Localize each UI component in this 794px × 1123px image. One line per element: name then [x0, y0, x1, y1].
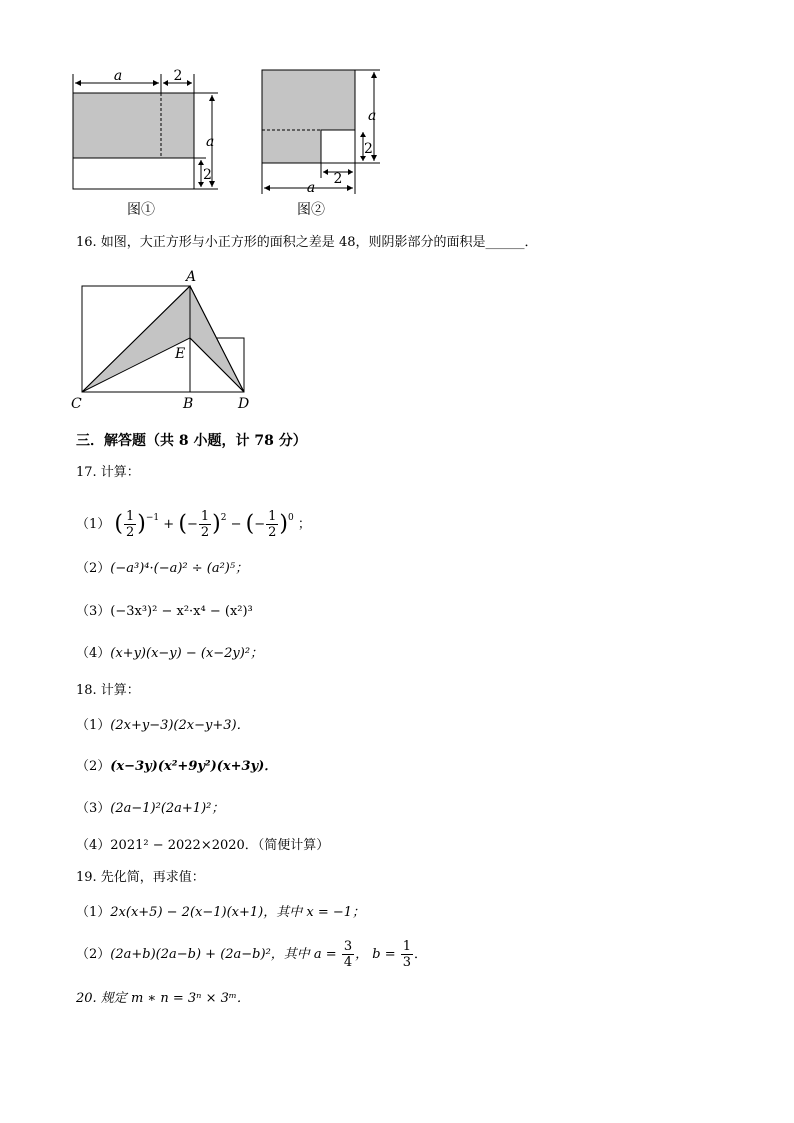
fig16-label-B: B [183, 396, 194, 412]
question-19-title: 19. 先化简，再求值： [76, 870, 205, 885]
figure-2 [255, 66, 390, 222]
q18-1-expr: (2x+y−3)(2x−y+3)． [110, 718, 250, 733]
question-18-item-2 [76, 758, 277, 776]
q18-2-expr: (x−3y)(x²+9y²)(x+3y)． [110, 759, 278, 774]
q19-2-expr: (2a+b)(2a−b) + (2a−b)²，其中 a = [110, 947, 341, 962]
fig1-label-2-right: 2 [203, 167, 212, 183]
q18-3-num: （3） [76, 801, 111, 816]
fig1-label-a: a [113, 68, 123, 84]
fig1-caption: 图① [127, 202, 155, 218]
question-18-item-3 [76, 800, 224, 818]
fig16-label-A: A [186, 269, 197, 285]
fig2-label-2-right: 2 [364, 141, 373, 157]
question-18-title: 18. 计算： [76, 683, 140, 698]
fig1-label-2: 2 [173, 68, 183, 84]
q18-3-expr: (2a−1)²(2a+1)²； [110, 801, 225, 816]
question-17-item-4 [76, 645, 263, 663]
q17-3-expr: (−3x³)² − x²·x⁴ − (x²)³ [110, 604, 253, 619]
q18-4-expr: 2021² − 2022×2020．（简便计算） [110, 838, 330, 853]
section-3-title: 三．解答题（共 8 小题，计 78 分） [76, 433, 307, 449]
figure-1 [66, 66, 236, 222]
question-20 [76, 990, 250, 1008]
question-19-item-1 [76, 904, 365, 922]
fig1-label-a-right: a [206, 134, 215, 150]
q17-2-expr: (−a³)⁴·(−a)² ÷ (a²)⁵； [110, 561, 249, 576]
figure-16 [68, 268, 258, 414]
q18-4-num: （4） [76, 838, 111, 853]
q18-2-num: （2） [76, 759, 111, 774]
question-18-item-4 [76, 837, 329, 855]
fig16-label-D: D [238, 396, 250, 412]
question-16: 16. 如图，大正方形与小正方形的面积之差是 48，则阴影部分的面积是______． [76, 235, 538, 250]
q18-1-num: （1） [76, 718, 111, 733]
question-18-item-1 [76, 717, 250, 735]
q20-text: 20. 规定 m ∗ n = 3ⁿ × 3ᵐ． [76, 991, 250, 1006]
question-17-item-1: （1） ( $\frac{1}{2}$ )$^{-1}$ + (− $\frac{1}{2}$ )$^2$ − (− $\frac{1}{2}$ )$^0$ ； [76, 509, 311, 540]
question-19-item-2: （2）(2a+b)(2a−b) + (2a−b)²，其中 a = $\frac{3}{4}$ ， b = $\frac{1}{3}$ ． [76, 939, 428, 970]
fig16-label-E: E [175, 346, 186, 362]
q17-2-num: （2） [76, 561, 111, 576]
q17-3-num: （3） [76, 604, 111, 619]
q19-1-expr: 2x(x+5) − 2(x−1)(x+1)，其中 x = −1； [110, 905, 366, 920]
q17-4-expr: (x+y)(x−y) − (x−2y)²； [110, 646, 264, 661]
question-17-title: 17. 计算： [76, 465, 140, 480]
question-17-item-3 [76, 603, 253, 621]
q19-2-num: （2） [76, 947, 111, 962]
fig16-label-C: C [71, 396, 82, 412]
fig2-label-a: a [368, 108, 377, 124]
question-17-item-2 [76, 560, 248, 578]
q17-4-num: （4） [76, 646, 111, 661]
fig2-label-2-bottom: 2 [333, 171, 343, 187]
q19-1-num: （1） [76, 905, 111, 920]
fig2-caption: 图② [297, 202, 325, 218]
fig2-label-a-bottom: a [306, 180, 316, 196]
q17-1-num: （1） [76, 517, 111, 532]
